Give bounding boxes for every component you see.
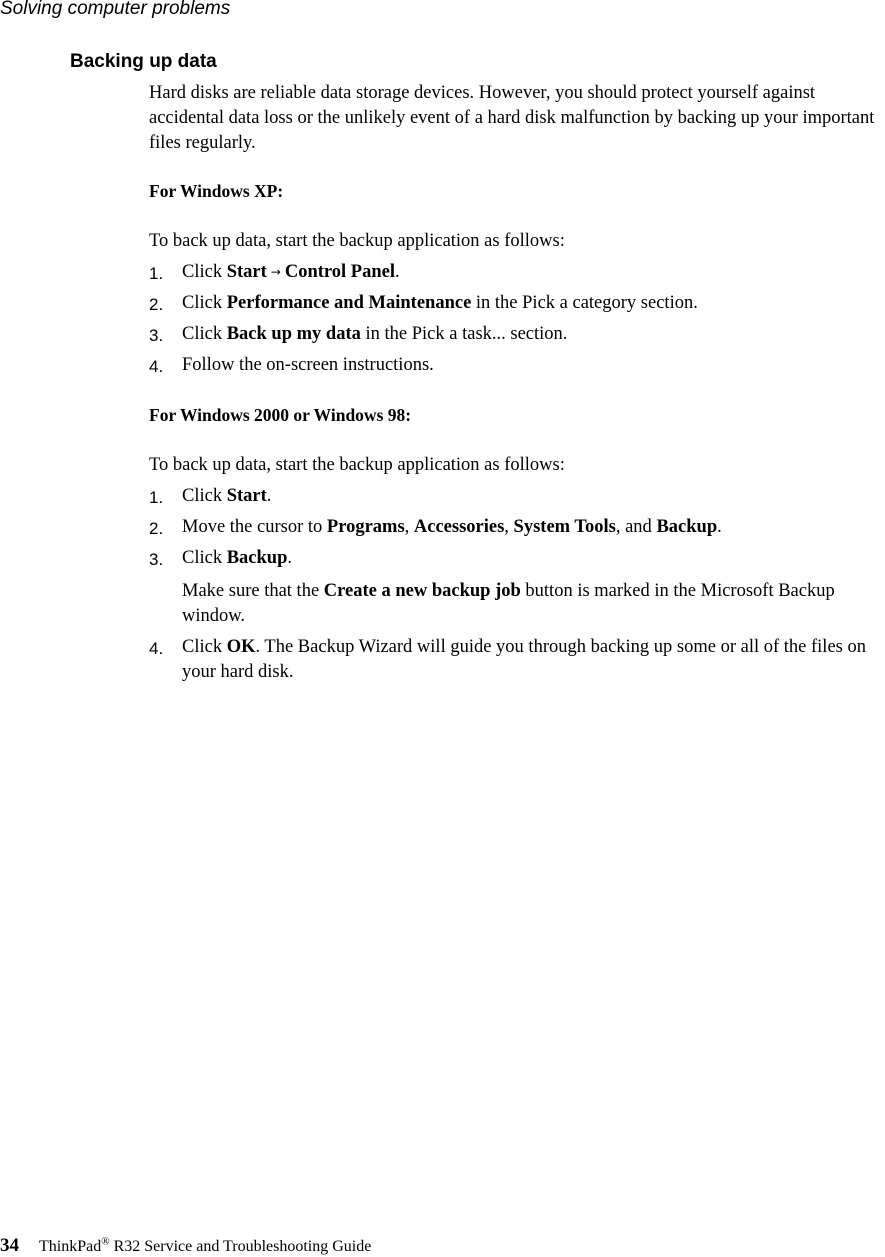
w2k-heading: For Windows 2000 or Windows 98: [149,405,412,425]
book-title: ThinkPad [39,1238,102,1255]
step-number: 1. [149,488,164,507]
xp-lead: To back up data, start the backup application as follows: [149,231,565,251]
w2k-step-4 [149,635,885,685]
ui-label-create-new-backup-job: Create a new backup job [323,581,521,601]
step-text: . [395,262,400,282]
ui-label-start: Start [226,486,267,506]
step-number: 3. [149,326,164,345]
step-text: . The Backup Wizard will guide you through backing up some or all of the files on your hard disk. [182,637,866,682]
ui-label-system-tools: System Tools [513,517,616,537]
w2k-step-2 [149,515,885,540]
page-footer [0,1235,371,1257]
step-number: 2. [149,295,164,314]
step-text: Click [182,637,227,657]
ui-label-backup: Backup [656,517,718,537]
ui-label-backup: Backup [226,548,288,568]
step-number: 1. [149,264,164,283]
intro-paragraph: Hard disks are reliable data storage devices. However, you should protect yourself against accidental data loss or the unlikely event of a hard disk malfunction by backing up your important files regularly. [149,83,875,153]
step-text: Move the cursor to [182,517,327,537]
xp-step-4 [149,353,885,378]
step-text: in the Pick a task... section. [360,324,568,344]
w2k-step-1 [149,484,885,509]
section-title: Backing up data [70,51,217,72]
step-text: , [504,517,514,537]
xp-step-2 [149,291,885,316]
ui-label-control-panel: Control Panel [284,262,396,282]
ui-label-performance: Performance and Maintenance [226,293,472,313]
page-number: 34 [0,1235,19,1256]
step-number: 3. [149,550,164,569]
xp-step-3 [149,322,885,347]
note-text: Make sure that the [182,581,324,601]
running-head: Solving computer problems [0,0,231,19]
step-text: Click [182,262,227,282]
step-number: 2. [149,519,164,538]
main-content [149,81,885,691]
ui-label-start: Start [226,262,267,282]
step-text: Click [182,548,227,568]
step-text: in the Pick a category section. [471,293,698,313]
w2k-steps [149,484,885,685]
arrow-right-icon: → [270,265,281,279]
step-text: , and [615,517,657,537]
step-text: Click [182,486,227,506]
step-note [182,579,885,629]
step-number: 4. [149,357,164,376]
ui-label-back-up-my-data: Back up my data [226,324,361,344]
step-text: . [287,548,293,568]
registered-mark: ® [101,1235,110,1248]
ui-label-programs: Programs [326,517,405,537]
step-text: Click [182,324,227,344]
book-title-rest: R32 Service and Troubleshooting Guide [109,1238,372,1255]
step-text: Follow the on-screen instructions. [182,355,434,375]
step-text: , [404,517,414,537]
ui-label-ok: OK [226,637,256,657]
xp-heading: For Windows XP: [149,181,284,201]
step-text: . [717,517,722,537]
step-text: . [266,486,272,506]
step-number: 4. [149,639,164,658]
xp-step-1 [149,260,885,285]
step-text: Click [182,293,227,313]
xp-steps [149,260,885,378]
w2k-step-3 [149,546,885,629]
ui-label-accessories: Accessories [413,517,505,537]
note-text: button is marked in the Microsoft Backup window. [182,581,835,626]
w2k-lead: To back up data, start the backup application as follows: [149,455,565,475]
